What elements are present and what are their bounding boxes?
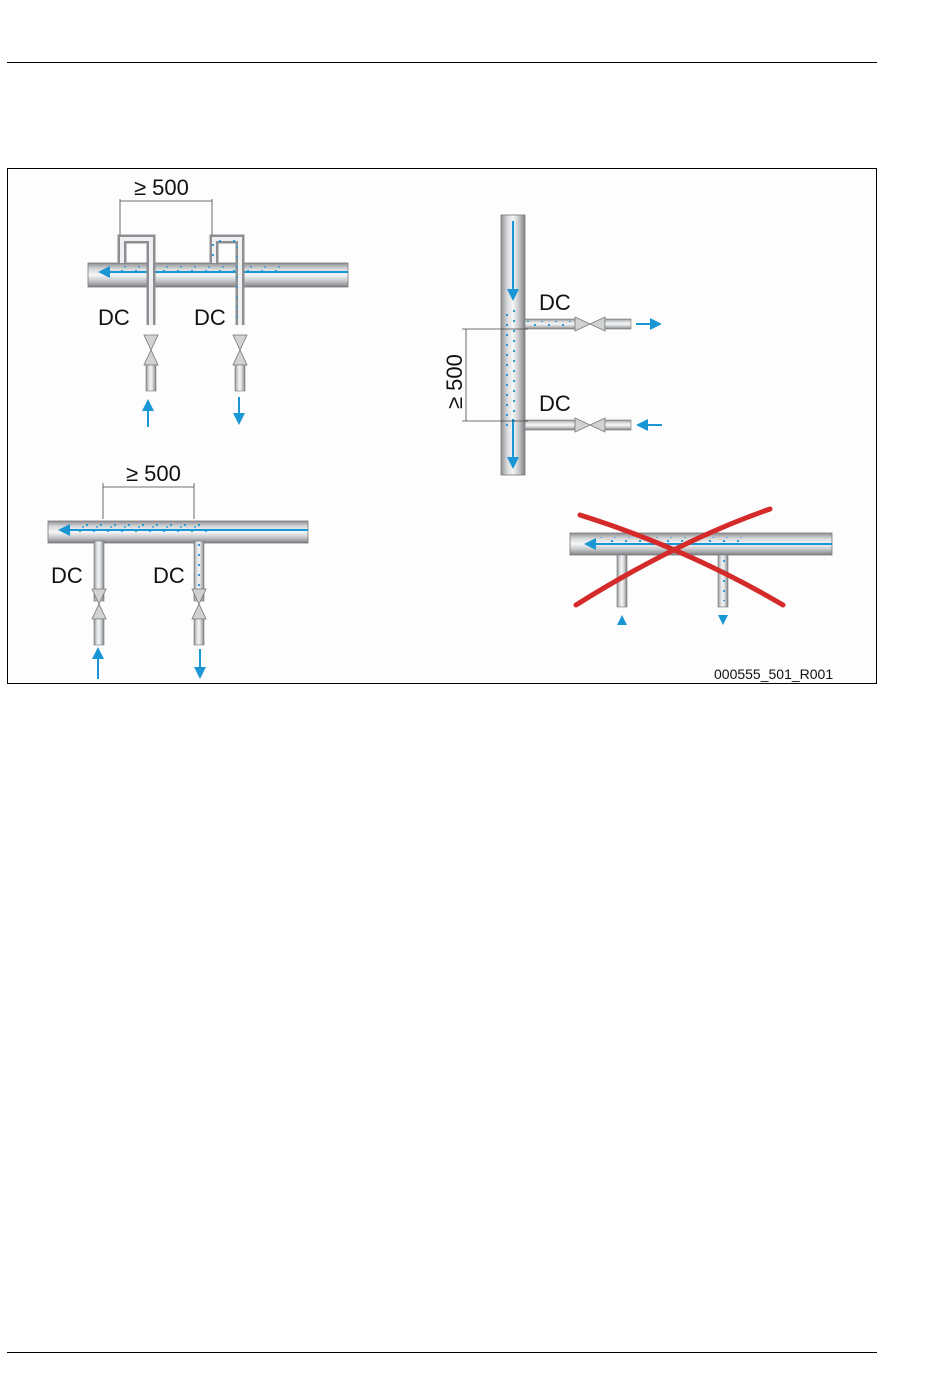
dc-label: DC (98, 305, 130, 330)
cross-out-mark (576, 509, 783, 605)
dc-label: DC (539, 290, 571, 315)
dc-label: DC (51, 563, 83, 588)
dc-label: DC (194, 305, 226, 330)
dimension-label-top-right: ≥ 500 (442, 354, 467, 409)
dc-label: DC (539, 391, 571, 416)
figure-reference-code: 000555_501_R001 (714, 666, 834, 682)
dc-label: DC (153, 563, 185, 588)
dimension-label-top-left: ≥ 500 (134, 175, 189, 200)
top-right-arrangement (462, 215, 662, 475)
footer-rule (7, 1352, 877, 1353)
header-rule (7, 62, 877, 63)
bottom-right-wrong-arrangement (570, 533, 832, 625)
pipe-connection-figure (7, 168, 877, 684)
dimension-label-bottom-left: ≥ 500 (126, 461, 181, 486)
